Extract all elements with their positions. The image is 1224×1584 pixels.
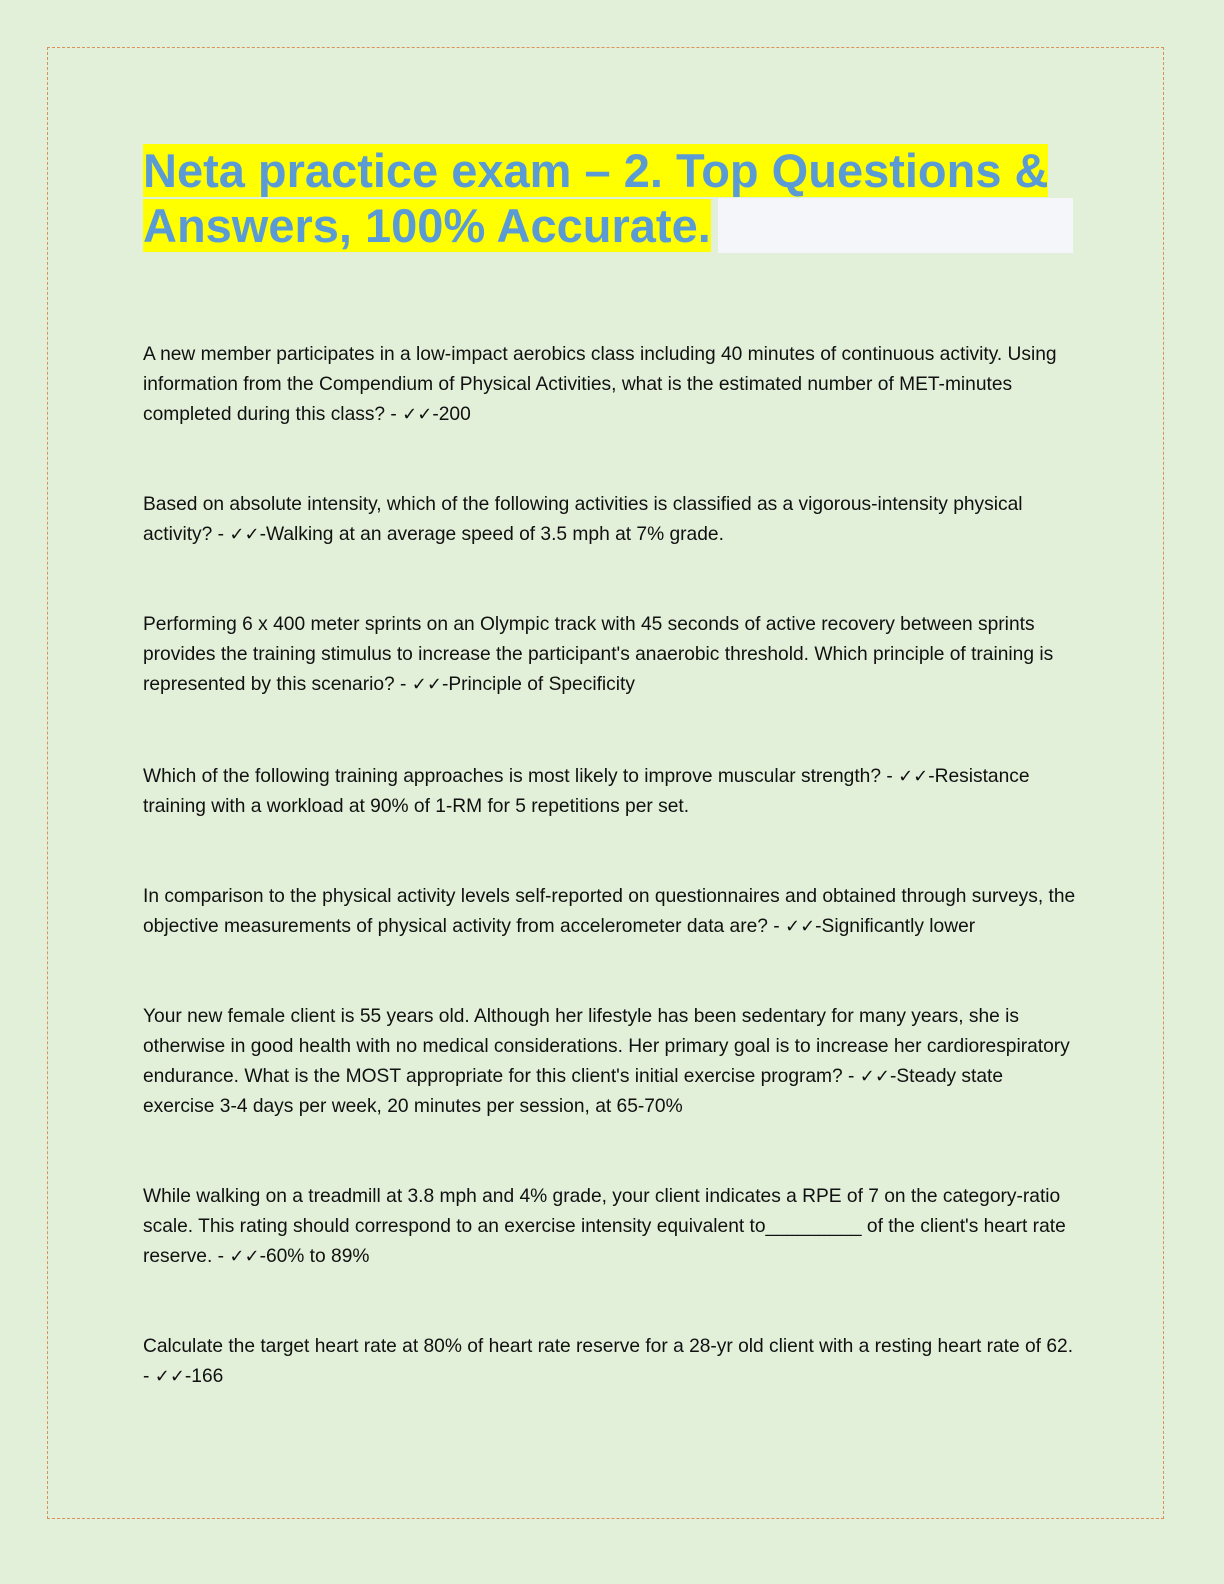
answer-text: -60% to 89% bbox=[259, 1246, 370, 1267]
title-line-2: Answers, 100% Accurate. bbox=[143, 199, 711, 252]
qa-list bbox=[143, 340, 1078, 1392]
answer-text: -Walking at an average speed of 3.5 mph at 7% grade. bbox=[259, 524, 724, 545]
qa-item bbox=[143, 882, 1078, 942]
qa-item bbox=[143, 1332, 1078, 1392]
checkmark-icon: ✓✓ bbox=[785, 916, 816, 937]
question-text: Performing 6 x 400 meter sprints on an Olympic track with 45 seconds of active recovery between sprints provides the training stimulus to increase the participant's anaerobic threshold. Which principle of training is represented by this scenario? - bbox=[143, 614, 1054, 695]
answer-text: -Steady state exercise 3-4 days per week, 20 minutes per session, at 65-70% bbox=[143, 1066, 1004, 1117]
qa-item bbox=[143, 340, 1078, 430]
question-text: While walking on a treadmill at 3.8 mph and 4% grade, your client indicates a RPE of 7 on the category-ratio scale. This rating should correspond to an exercise intensity equivalent to_________ of the client's heart rate reserve. - bbox=[143, 1186, 1066, 1267]
answer-text: -Resistance training with a workload at 90% of 1-RM for 5 repetitions per set. bbox=[143, 766, 1030, 817]
question-text: A new member participates in a low-impact aerobics class including 40 minutes of continuous activity. Using information from the Compendium of Physical Activities, what is the estimated number of MET-minutes completed during this class? - bbox=[143, 344, 1057, 425]
question-text: Which of the following training approaches is most likely to improve muscular strength? - bbox=[143, 766, 893, 787]
checkmark-icon: ✓✓ bbox=[229, 1246, 260, 1267]
checkmark-icon: ✓✓ bbox=[411, 674, 442, 695]
title-line-1: Neta practice exam – 2. Top Questions & bbox=[143, 144, 1049, 197]
question-text: Your new female client is 55 years old. Although her lifestyle has been sedentary for many years, she is otherwise in good health with no medical considerations. Her primary goal is to increase her cardiorespiratory endurance. What is the MOST appropriate for this client's initial exercise program? - bbox=[143, 1006, 1070, 1087]
qa-item bbox=[143, 762, 1078, 822]
checkmark-icon: ✓✓ bbox=[154, 1366, 185, 1387]
checkmark-icon: ✓✓ bbox=[229, 524, 260, 545]
document-title bbox=[143, 143, 1073, 253]
question-text: Based on absolute intensity, which of the following activities is classified as a vigorous-intensity physical activity? - bbox=[143, 494, 1023, 545]
qa-item bbox=[143, 1182, 1078, 1272]
checkmark-icon: ✓✓ bbox=[898, 766, 929, 787]
title-block bbox=[143, 143, 1073, 253]
qa-item bbox=[143, 490, 1078, 550]
answer-text: -166 bbox=[184, 1366, 224, 1387]
checkmark-icon: ✓✓ bbox=[402, 404, 433, 425]
answer-text: -200 bbox=[432, 404, 471, 425]
qa-item bbox=[143, 1002, 1078, 1122]
question-text: In comparison to the physical activity levels self-reported on questionnaires and obtained through surveys, the objective measurements of physical activity from accelerometer data are? - bbox=[143, 886, 1076, 937]
question-text: Calculate the target heart rate at 80% of heart rate reserve for a 28-yr old client with a resting heart rate of 62. - bbox=[143, 1336, 1074, 1387]
answer-text: -Significantly lower bbox=[815, 916, 976, 937]
answer-text: -Principle of Specificity bbox=[441, 674, 635, 695]
checkmark-icon: ✓✓ bbox=[859, 1066, 890, 1087]
qa-item bbox=[143, 610, 1078, 700]
